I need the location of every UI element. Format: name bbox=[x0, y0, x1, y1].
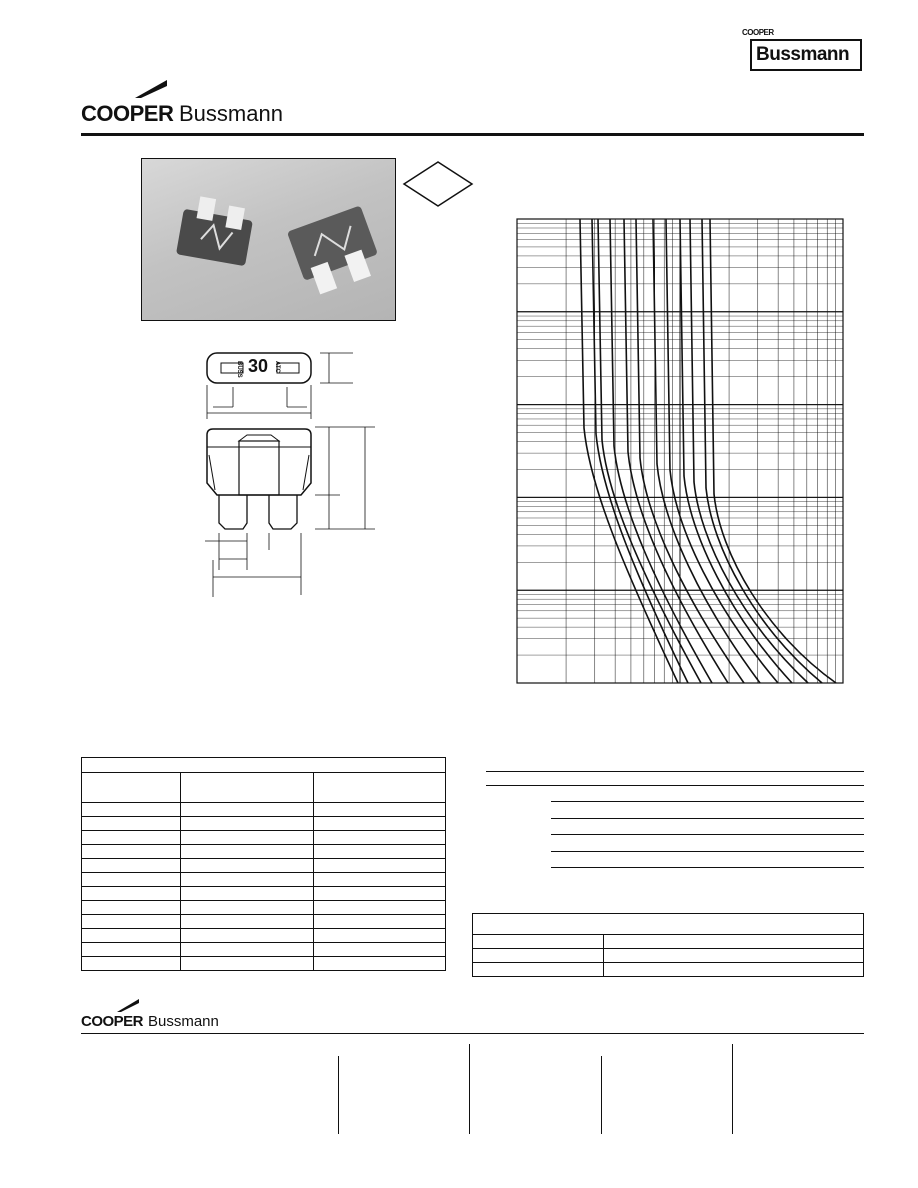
fuse-dimension-drawing bbox=[195, 345, 385, 600]
product-photo bbox=[141, 158, 396, 321]
table-row bbox=[82, 817, 446, 831]
footer-logo-swoosh-icon bbox=[117, 998, 139, 1012]
table-row bbox=[82, 915, 446, 929]
time-current-curve bbox=[666, 219, 778, 683]
logo-swoosh-icon bbox=[135, 78, 167, 98]
footer-column-divider bbox=[732, 1044, 733, 1134]
time-current-chart bbox=[516, 218, 844, 684]
ratings-table bbox=[81, 757, 446, 971]
table-row bbox=[473, 963, 864, 977]
certification-diamond-icon bbox=[402, 160, 474, 208]
time-current-curve bbox=[598, 219, 701, 683]
fuse-marking-left: BUSS bbox=[236, 361, 242, 378]
table-row bbox=[473, 935, 864, 949]
table-row bbox=[82, 929, 446, 943]
cooper-bussmann-logo bbox=[81, 78, 321, 128]
spec-rule-header bbox=[486, 785, 864, 786]
table-row bbox=[473, 949, 864, 963]
table-row bbox=[82, 845, 446, 859]
table-row bbox=[82, 859, 446, 873]
bussmann-small-logo bbox=[742, 28, 862, 72]
time-current-curve bbox=[702, 219, 822, 683]
fuse-marking-right: ATC bbox=[274, 361, 280, 373]
logo-cooper: COOPER bbox=[81, 101, 174, 126]
ratings-table-header-cell bbox=[82, 773, 181, 803]
fuse-marking-number: 30 bbox=[248, 356, 269, 376]
table-row bbox=[82, 887, 446, 901]
header-rule bbox=[81, 133, 864, 136]
table-row bbox=[82, 957, 446, 971]
footer-logo-bussmann: Bussmann bbox=[148, 1013, 219, 1030]
small-logo-box bbox=[750, 39, 862, 71]
fuse-photo-image bbox=[142, 159, 395, 320]
spec-rule bbox=[551, 834, 864, 835]
footer-rule bbox=[81, 1033, 864, 1034]
time-current-curve bbox=[690, 219, 808, 683]
footer-logo-cooper: COOPER bbox=[81, 1013, 144, 1030]
table-row bbox=[82, 943, 446, 957]
footer-logo bbox=[81, 998, 261, 1030]
table-row bbox=[82, 873, 446, 887]
footer-column-divider bbox=[601, 1056, 602, 1134]
packaging-table bbox=[472, 913, 864, 977]
small-logo-bussmann: Bussmann bbox=[756, 44, 850, 65]
ratings-table-header-cell bbox=[314, 773, 446, 803]
spec-rule bbox=[551, 851, 864, 852]
spec-rule bbox=[551, 818, 864, 819]
logo-bussmann: Bussmann bbox=[179, 101, 283, 126]
time-current-curve bbox=[680, 219, 792, 683]
ratings-table-header-row bbox=[82, 773, 446, 803]
table-row bbox=[82, 831, 446, 845]
spec-rule-top bbox=[486, 771, 864, 772]
small-logo-cooper: COOPER bbox=[742, 28, 774, 37]
spec-rule bbox=[551, 867, 864, 868]
spec-rule bbox=[551, 801, 864, 802]
ratings-table-header-cell bbox=[181, 773, 314, 803]
packaging-table-title-row bbox=[473, 914, 864, 935]
footer-column-divider bbox=[338, 1056, 339, 1134]
fuse-marking bbox=[234, 357, 284, 377]
ratings-table-title-row bbox=[82, 758, 446, 773]
table-row bbox=[82, 803, 446, 817]
time-current-curve bbox=[636, 219, 744, 683]
table-row bbox=[82, 901, 446, 915]
footer-column-divider bbox=[469, 1044, 470, 1134]
